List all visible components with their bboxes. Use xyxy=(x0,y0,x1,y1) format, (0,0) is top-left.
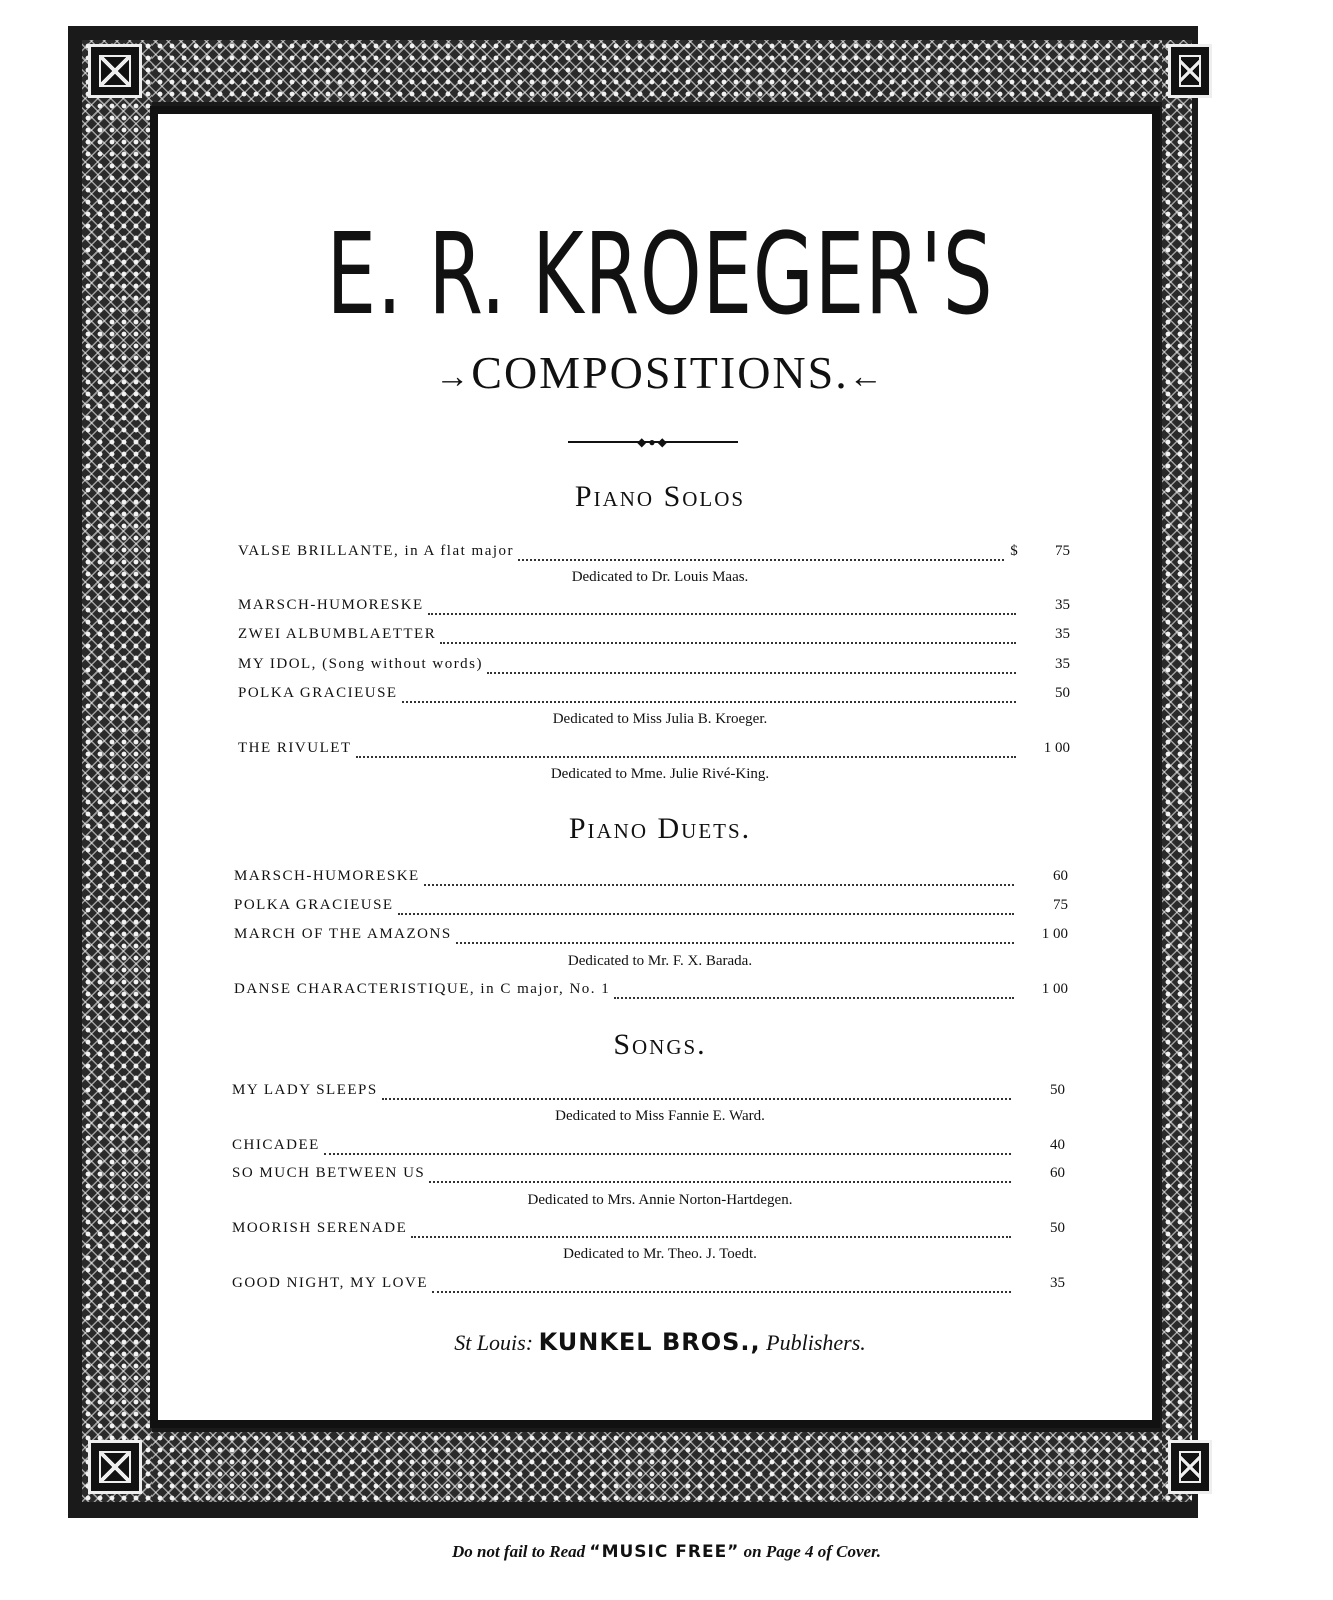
page-title: E. R. KROEGER'S xyxy=(326,210,994,340)
bottom-note-before: Do not fail to Read xyxy=(451,1542,586,1561)
item-title: DANSE CHARACTERISTIQUE, in C major, No. 1 xyxy=(234,981,611,997)
arrow-left-icon: ← xyxy=(848,358,885,396)
item-price: 50 xyxy=(1050,1220,1065,1236)
item-title: POLKA GRACIEUSE xyxy=(238,685,398,701)
section-heading-piano-solos: Piano Solos xyxy=(574,480,746,513)
subtitle-text: COMPOSITIONS. xyxy=(471,347,849,398)
publisher-suffix: Publishers. xyxy=(766,1330,866,1355)
item-price: 60 xyxy=(1050,1165,1065,1181)
ornamental-border-bottom xyxy=(82,1432,1184,1502)
item-price: 40 xyxy=(1050,1137,1065,1153)
list-item xyxy=(232,1220,1065,1242)
item-title: MARSCH-HUMORESKE xyxy=(238,597,424,613)
bottom-note-emphasis: “MUSIC FREE” xyxy=(589,1542,740,1562)
bottom-note-after: on Page 4 of Cover. xyxy=(743,1542,882,1561)
list-item xyxy=(238,685,1070,707)
item-price: 50 xyxy=(1055,685,1070,701)
ornamental-border-right xyxy=(1162,40,1192,1502)
item-price: 35 xyxy=(1055,626,1070,642)
item-title: SO MUCH BETWEEN US xyxy=(232,1165,426,1181)
item-title: GOOD NIGHT, MY LOVE xyxy=(232,1275,428,1291)
list-item xyxy=(232,1137,1065,1159)
item-title: CHICADEE xyxy=(232,1137,320,1153)
item-dedication: Dedicated to Mme. Julie Rivé-King. xyxy=(550,766,770,782)
list-item xyxy=(238,543,1070,565)
list-item xyxy=(238,656,1070,678)
publisher-city: St Louis: xyxy=(454,1330,534,1355)
item-price: 1 00 xyxy=(1041,926,1068,942)
list-item xyxy=(234,926,1068,948)
item-title: ZWEI ALBUMBLAETTER xyxy=(238,626,437,642)
list-item xyxy=(232,1165,1065,1187)
item-dedication: Dedicated to Mr. Theo. J. Toedt. xyxy=(563,1246,757,1262)
corner-ornament-icon xyxy=(1168,44,1212,98)
corner-ornament-icon xyxy=(88,1440,142,1494)
list-item xyxy=(234,981,1068,1003)
item-title: MARSCH-HUMORESKE xyxy=(234,868,420,884)
item-dedication: Dedicated to Mrs. Annie Norton-Hartdegen. xyxy=(527,1192,793,1208)
page-subtitle xyxy=(160,346,1160,399)
item-dedication: Dedicated to Mr. F. X. Barada. xyxy=(567,953,753,969)
item-title: VALSE BRILLANTE, in A flat major xyxy=(238,543,515,559)
section-heading-songs: Songs. xyxy=(613,1028,707,1061)
list-item xyxy=(238,597,1070,619)
corner-ornament-icon xyxy=(1168,1440,1212,1494)
item-price: 35 xyxy=(1050,1275,1065,1291)
list-item xyxy=(232,1082,1065,1104)
item-title: THE RIVULET xyxy=(238,740,352,756)
divider-ornament-icon: ◆●◆ xyxy=(637,435,669,449)
item-price: 60 xyxy=(1053,868,1068,884)
list-item xyxy=(234,897,1068,919)
list-item xyxy=(238,740,1070,762)
arrow-right-icon: → xyxy=(435,358,472,396)
item-price: 1 00 xyxy=(1041,981,1068,997)
publisher-name: KUNKEL BROS., xyxy=(538,1328,761,1356)
item-price: 75 xyxy=(1053,897,1068,913)
item-title: MOORISH SERENADE xyxy=(232,1220,408,1236)
item-price: 35 xyxy=(1055,656,1070,672)
ornamental-border-top xyxy=(82,40,1184,102)
item-price: 75 xyxy=(1055,543,1070,559)
bottom-note xyxy=(0,1542,1333,1562)
item-dedication: Dedicated to Dr. Louis Maas. xyxy=(571,569,749,585)
publisher-line xyxy=(160,1328,1160,1356)
item-price: 1 00 xyxy=(1043,740,1070,756)
item-title: MARCH OF THE AMAZONS xyxy=(234,926,452,942)
list-item xyxy=(234,868,1068,890)
item-dedication: Dedicated to Miss Fannie E. Ward. xyxy=(555,1108,765,1124)
item-title: MY IDOL, (Song without words) xyxy=(238,656,484,672)
section-heading-piano-duets: Piano Duets. xyxy=(568,812,752,845)
list-item xyxy=(232,1275,1065,1297)
item-price: 50 xyxy=(1050,1082,1065,1098)
item-price: 35 xyxy=(1055,597,1070,613)
corner-ornament-icon xyxy=(88,44,142,98)
list-item xyxy=(238,626,1070,648)
currency-sign: $ xyxy=(1010,543,1018,559)
item-title: POLKA GRACIEUSE xyxy=(234,897,394,913)
ornamental-border-left xyxy=(82,40,152,1502)
item-dedication: Dedicated to Miss Julia B. Kroeger. xyxy=(552,711,768,727)
item-title: MY LADY SLEEPS xyxy=(232,1082,378,1098)
